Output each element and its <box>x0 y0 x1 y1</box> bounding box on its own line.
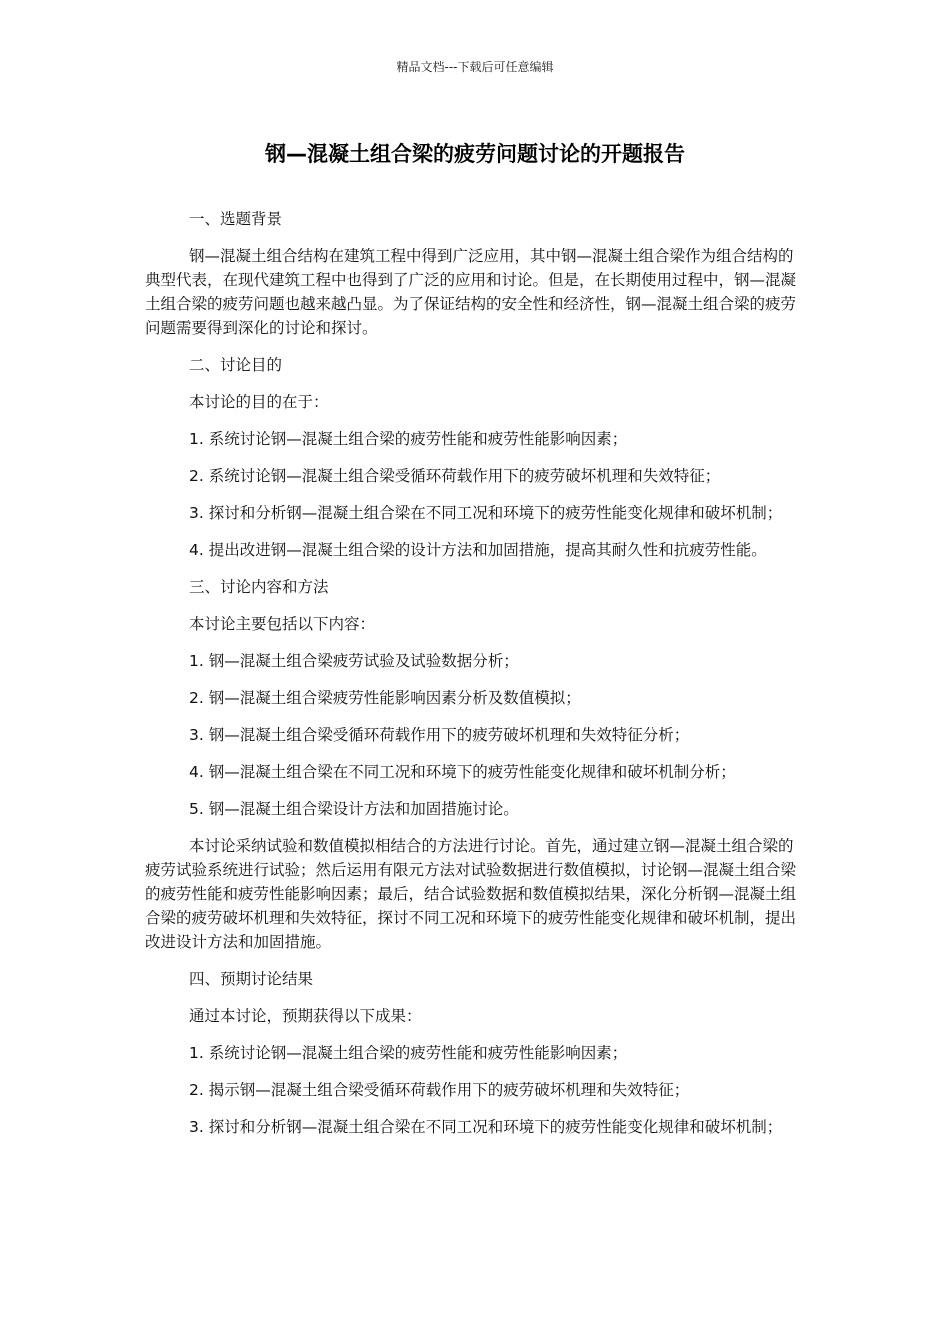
page-header: 精品文档---下载后可任意编辑 <box>396 60 554 74</box>
section-heading-results: 四、预期讨论结果 <box>189 970 314 988</box>
list-item: 3. 探讨和分析钢—混凝土组合梁在不同工况和环境下的疲劳性能变化规律和破坏机制； <box>189 1118 783 1136</box>
list-item: 1. 钢—混凝土组合梁疲劳试验及试验数据分析； <box>189 652 519 670</box>
paragraph: 本讨论的目的在于： <box>189 393 329 411</box>
list-item: 4. 提出改进钢—混凝土组合梁的设计方法和加固措施，提高其耐久性和抗疲劳性能。 <box>189 541 767 559</box>
list-item: 4. 钢—混凝土组合梁在不同工况和环境下的疲劳性能变化规律和破坏机制分析； <box>189 763 736 781</box>
list-item: 2. 揭示钢—混凝土组合梁受循环荷载作用下的疲劳破坏机理和失效特征； <box>189 1081 690 1099</box>
list-item: 3. 探讨和分析钢—混凝土组合梁在不同工况和环境下的疲劳性能变化规律和破坏机制； <box>189 504 783 522</box>
list-item: 2. 钢—混凝土组合梁疲劳性能影响因素分析及数值模拟； <box>189 689 581 707</box>
list-item: 5. 钢—混凝土组合梁设计方法和加固措施讨论。 <box>189 800 519 818</box>
list-item: 2. 系统讨论钢—混凝土组合梁受循环荷载作用下的疲劳破坏机理和失效特征； <box>189 467 721 485</box>
section-heading-content: 三、讨论内容和方法 <box>189 578 329 596</box>
paragraph: 通过本讨论，预期获得以下成果： <box>189 1007 422 1025</box>
list-item: 3. 钢—混凝土组合梁受循环荷载作用下的疲劳破坏机理和失效特征分析； <box>189 726 690 744</box>
paragraph: 钢—混凝土组合结构在建筑工程中得到广泛应用，其中钢—混凝土组合梁作为组合结构的典型代表，在现代建筑工程中也得到了广泛的应用和讨论。但是，在长期使用过程中，钢—混凝土组合梁的疲劳问题也越来越凸显。为了保证结构的安全性和经济性，钢—混凝土组合梁的疲劳问题需要得到深化的讨论和探讨。 <box>145 247 797 337</box>
paragraph: 本讨论主要包括以下内容： <box>189 615 376 633</box>
list-item: 1. 系统讨论钢—混凝土组合梁的疲劳性能和疲劳性能影响因素； <box>189 1044 628 1062</box>
document-body <box>145 207 807 1152</box>
document-title: 钢—混凝土组合梁的疲劳问题讨论的开题报告 <box>265 142 685 166</box>
section-heading-background: 一、选题背景 <box>189 210 283 228</box>
paragraph: 本讨论采纳试验和数值模拟相结合的方法进行讨论。首先，通过建立钢—混凝土组合梁的疲劳试验系统进行试验；然后运用有限元方法对试验数据进行数值模拟，讨论钢—混凝土组合梁的疲劳性能和疲劳性能影响因素；最后，结合试验数据和数值模拟结果，深化分析钢—混凝土组合梁的疲劳破坏机理和失效特征，探讨不同工况和环境下的疲劳性能变化规律和破坏机制，提出改进设计方法和加固措施。 <box>145 837 797 951</box>
list-item: 1. 系统讨论钢—混凝土组合梁的疲劳性能和疲劳性能影响因素； <box>189 430 628 448</box>
section-heading-purpose: 二、讨论目的 <box>189 356 283 374</box>
